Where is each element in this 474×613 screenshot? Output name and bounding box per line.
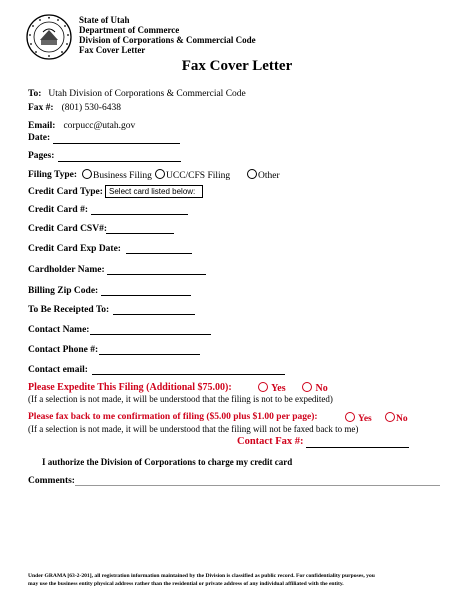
contact-fax-label: Contact Fax #: [237, 436, 304, 447]
filing-type-other-label: Other [258, 171, 280, 181]
faxback-no-label: No [396, 414, 408, 424]
radio-icon [82, 169, 92, 179]
radio-icon [155, 169, 165, 179]
zip-label: Billing Zip Code: [28, 286, 99, 296]
cardholder-label: Cardholder Name: [28, 265, 105, 275]
radio-icon [302, 382, 312, 392]
comments-field[interactable] [75, 485, 440, 486]
email-row [28, 115, 135, 133]
radio-icon [385, 412, 395, 422]
filing-type-other[interactable] [247, 169, 280, 181]
zip-field[interactable] [101, 295, 191, 296]
fax-row [28, 97, 121, 115]
header-subtitle: Fax Cover Letter [79, 45, 146, 55]
authorize-statement: I authorize the Division of Corporations to charge my credit card [42, 457, 293, 467]
filing-type-business-label: Business Filing [93, 171, 152, 181]
faxback-yes-label: Yes [358, 414, 372, 424]
credit-card-number-label: Credit Card #: [28, 205, 88, 215]
faxback-label: Please fax back to me confirmation of filing ($5.00 plus $1.00 per page): [28, 412, 318, 422]
utah-state-seal [26, 14, 72, 60]
header-department: Department of Commerce [79, 25, 180, 35]
expedite-label: Please Expedite This Filing (Additional $75.00): [28, 382, 232, 393]
credit-card-exp-field[interactable] [126, 253, 192, 254]
header-block [79, 15, 256, 55]
expedite-yes[interactable] [258, 382, 286, 394]
header-state: State of Utah [79, 15, 130, 25]
credit-card-type-select[interactable]: Select card listed below: [105, 185, 203, 198]
receipted-field[interactable] [113, 314, 195, 315]
credit-card-csv-label: Credit Card CSV#: [28, 224, 107, 234]
date-label: Date: [28, 133, 51, 143]
faxback-no[interactable] [385, 412, 408, 424]
credit-card-exp-label: Credit Card Exp Date: [28, 244, 121, 254]
contact-email-label: Contact email: [28, 365, 88, 375]
radio-icon [345, 412, 355, 422]
footer-line-2: may use the business entity physical address rather than the residential or private address of any individual affiliated with the entity. [28, 580, 344, 587]
contact-name-field[interactable] [90, 334, 211, 335]
credit-card-csv-field[interactable] [106, 233, 174, 234]
header-division: Division of Corporations & Commercial Code [79, 35, 256, 45]
faxback-note: (If a selection is not made, it will be understood that the filing will not be faxed back to me) [28, 424, 359, 434]
filing-type-label: Filing Type: [28, 170, 78, 180]
comments-label: Comments: [28, 476, 75, 486]
radio-icon [258, 382, 268, 392]
filing-type-business[interactable] [82, 169, 152, 181]
pages-label: Pages: [28, 151, 55, 161]
credit-card-number-field[interactable] [91, 214, 188, 215]
expedite-note: (If a selection is not made, it will be understood that the filing is not to be expedited) [28, 394, 333, 404]
footer-disclaimer [28, 573, 375, 588]
fax-label: Fax #: [28, 103, 54, 113]
filing-type-ucc[interactable] [155, 169, 230, 181]
receipted-label: To Be Receipted To: [28, 305, 110, 315]
contact-fax-field[interactable] [306, 447, 409, 448]
expedite-yes-label: Yes [271, 383, 286, 394]
page-title: Fax Cover Letter [181, 58, 293, 74]
email-value: corpucc@utah.gov [63, 121, 136, 131]
contact-email-field[interactable] [92, 374, 285, 375]
contact-phone-label: Contact Phone #: [28, 345, 99, 355]
filing-type-ucc-label: UCC/CFS Filing [166, 171, 231, 181]
to-label: To: [28, 89, 42, 99]
cardholder-field[interactable] [107, 274, 206, 275]
fax-value: (801) 530-6438 [61, 103, 121, 113]
email-label: Email: [28, 121, 56, 131]
date-field[interactable] [53, 143, 180, 144]
expedite-no[interactable] [302, 382, 328, 394]
to-value: Utah Division of Corporations & Commercial Code [48, 89, 246, 99]
contact-name-label: Contact Name: [28, 325, 90, 335]
footer-line-1: Under GRAMA [63-2-201], all registration information maintained by the Division is classified as public record. For confidentiality purposes, you [28, 573, 375, 579]
radio-icon [247, 169, 257, 179]
pages-field[interactable] [58, 161, 181, 162]
expedite-no-label: No [315, 383, 328, 394]
contact-phone-field[interactable] [99, 354, 200, 355]
credit-card-type-label: Credit Card Type: [28, 187, 103, 197]
faxback-yes[interactable] [345, 412, 372, 424]
